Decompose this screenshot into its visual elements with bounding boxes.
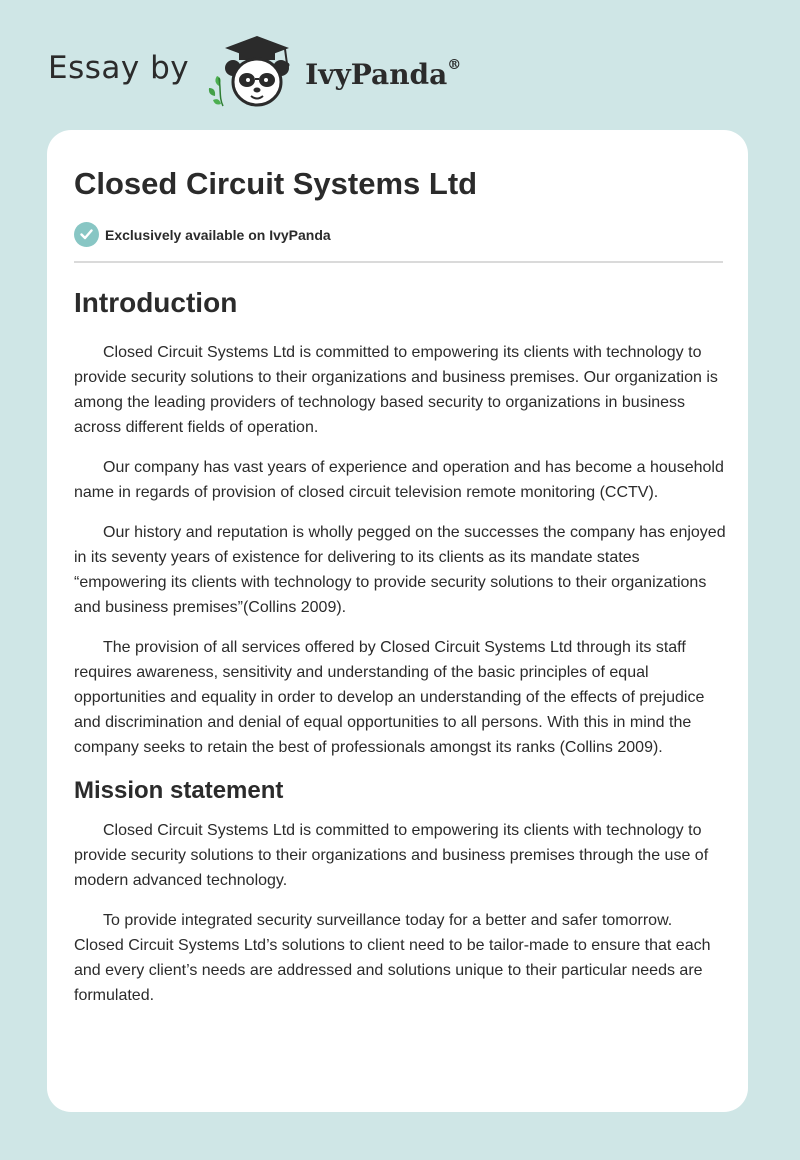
brand-name-text: IvyPanda (305, 57, 448, 91)
section-introduction (74, 284, 726, 760)
page-title: Closed Circuit Systems Ltd (74, 166, 478, 201)
section-mission-statement (74, 776, 726, 1008)
brand-name (305, 58, 461, 91)
panda-logo-icon[interactable] (205, 34, 301, 110)
divider (74, 261, 723, 263)
registered-mark: ® (447, 57, 462, 74)
exclusive-badge (74, 222, 331, 247)
exclusive-badge-label: Exclusively available on IvyPanda (105, 226, 331, 243)
paragraph: Closed Circuit Systems Ltd is committed to empowering its clients with technology to provide security solutions to their organizations and business premises. Our organization is among the leading providers of technology based security to organizations in business across different fields of operation. (74, 344, 718, 436)
paragraph: Closed Circuit Systems Ltd is committed to empowering its clients with technology to provide security solutions to their organizations and business premises through the use of modern advanced technology. (74, 822, 709, 889)
brand-prefix: Essay by (48, 50, 190, 86)
section-heading: Mission statement (74, 777, 284, 804)
check-circle-icon (74, 222, 99, 247)
article-card (47, 130, 748, 1112)
paragraph: Our history and reputation is wholly pegged on the successes the company has enjoyed in its seventy years of existence for delivering to its clients as its mandate states “empowering its clients with technology to provide security solutions to their organizations and business premises”(Collins 2009). (74, 524, 726, 616)
site-header (48, 34, 461, 110)
paragraph: The provision of all services offered by Closed Circuit Systems Ltd through its staff requires awareness, sensitivity and understanding of the basic principles of equal opportunities and equality in order to develop an understanding of the effects of prejudice and discrimination and denial of equal opportunities to all persons. With this in mind the company seeks to retain the best of professionals amongst its ranks (Collins 2009). (74, 639, 705, 756)
article-body (74, 280, 726, 1023)
section-heading: Introduction (74, 287, 238, 318)
paragraph: To provide integrated security surveillance today for a better and safer tomorrow. Closed Circuit Systems Ltd’s solutions to client need to be tailor-made to ensure that each and every client’s needs are addressed and solutions unique to their particular needs are formulated. (74, 912, 711, 1004)
paragraph: Our company has vast years of experience and operation and has become a household name in regards of provision of closed circuit television remote monitoring (CCTV). (74, 459, 724, 501)
